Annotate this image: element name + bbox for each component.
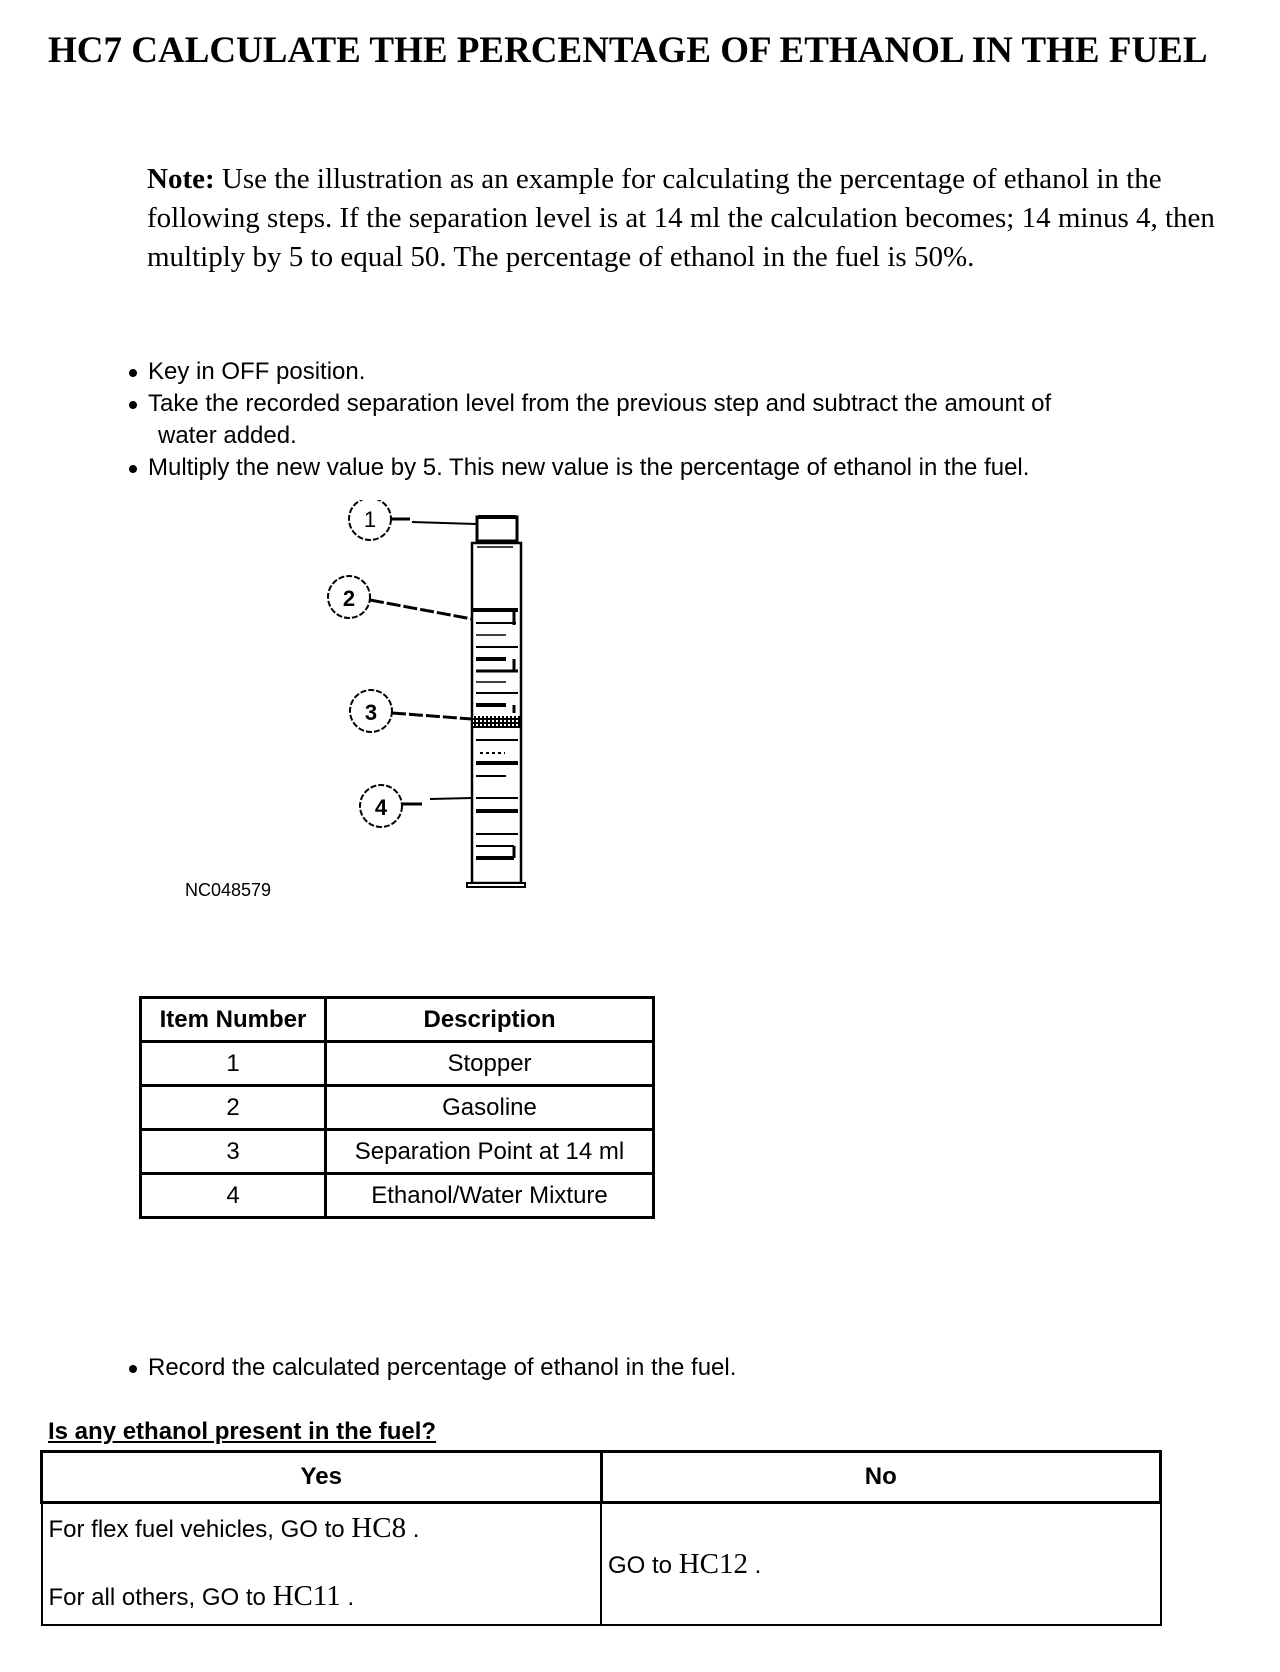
table-row <box>141 1086 654 1130</box>
step-text: Key in OFF position. <box>148 358 366 385</box>
link-hc12[interactable]: HC12 <box>678 1547 748 1580</box>
decision-row <box>42 1503 1161 1626</box>
item-number: 1 <box>141 1042 326 1086</box>
header-item-number: Item Number <box>141 998 326 1042</box>
bullet-icon <box>129 401 137 409</box>
page-title: HC7 CALCULATE THE PERCENTAGE OF ETHANOL IN THE FUEL <box>48 30 1208 71</box>
note-paragraph <box>147 160 1237 277</box>
step-item <box>127 452 1237 484</box>
item-number: 2 <box>141 1086 326 1130</box>
svg-text:4: 4 <box>374 795 388 820</box>
decision-header-row <box>42 1452 1161 1503</box>
step-text-continuation: water added. <box>158 422 297 449</box>
bullet-icon <box>129 465 137 473</box>
step-item <box>127 356 1237 388</box>
step-text: Take the recorded separation level from the previous step and subtract the amount of <box>148 390 1052 417</box>
table-row <box>141 1130 654 1174</box>
header-description: Description <box>326 998 654 1042</box>
callout-4 <box>360 785 472 827</box>
steps-list <box>127 356 1237 484</box>
item-description: Ethanol/Water Mixture <box>326 1174 654 1218</box>
item-number: 3 <box>141 1130 326 1174</box>
table-row <box>141 1042 654 1086</box>
stopper-shape <box>477 517 517 541</box>
step-item <box>127 388 1237 452</box>
step-item <box>127 1352 1237 1384</box>
separation-band <box>473 716 520 728</box>
note-text: Use the illustration as an example for calculating the percentage of ethanol in the following steps. If the separation level is at 14 ml the calculation becomes; 14 minus 4, then multiply by 5 to equal 50. The percentage of ethanol in the fuel is 50%. <box>147 163 1215 273</box>
header-no: No <box>601 1452 1161 1503</box>
note-label: Note: <box>147 163 215 195</box>
link-hc11[interactable]: HC11 <box>272 1580 341 1612</box>
graduated-cylinder-illustration <box>180 500 580 900</box>
decision-table <box>40 1450 1162 1626</box>
callout-3 <box>350 690 472 732</box>
bullet-icon <box>129 1365 137 1373</box>
yes-flex-fuel-line: For flex fuel vehicles, GO to HC8 . <box>48 1512 420 1544</box>
yes-cell <box>42 1503 602 1626</box>
cylinder-body <box>467 543 525 887</box>
item-description: Gasoline <box>326 1086 654 1130</box>
item-legend-table <box>139 996 655 1219</box>
link-hc8[interactable]: HC8 <box>351 1512 407 1544</box>
step-text: Multiply the new value by 5. This new value is the percentage of ethanol in the fuel. <box>148 454 1030 481</box>
item-description: Stopper <box>326 1042 654 1086</box>
svg-text:1: 1 <box>363 507 377 532</box>
svg-text:2: 2 <box>342 586 356 611</box>
item-description: Separation Point at 14 ml <box>326 1130 654 1174</box>
table-header-row <box>141 998 654 1042</box>
callout-1 <box>349 500 476 540</box>
figure-id: NC048579 <box>185 880 272 900</box>
record-step-list <box>127 1352 1237 1384</box>
yes-all-others-line: For all others, GO to HC11 . <box>48 1580 355 1612</box>
table-row <box>141 1174 654 1218</box>
bullet-icon <box>129 369 137 377</box>
decision-question: Is any ethanol present in the fuel? <box>48 1418 437 1445</box>
no-cell: GO to HC12 . <box>601 1503 1161 1626</box>
item-number: 4 <box>141 1174 326 1218</box>
callout-2 <box>328 576 472 619</box>
header-yes: Yes <box>42 1452 602 1503</box>
svg-text:3: 3 <box>364 700 378 725</box>
step-text: Record the calculated percentage of ethanol in the fuel. <box>148 1354 737 1381</box>
